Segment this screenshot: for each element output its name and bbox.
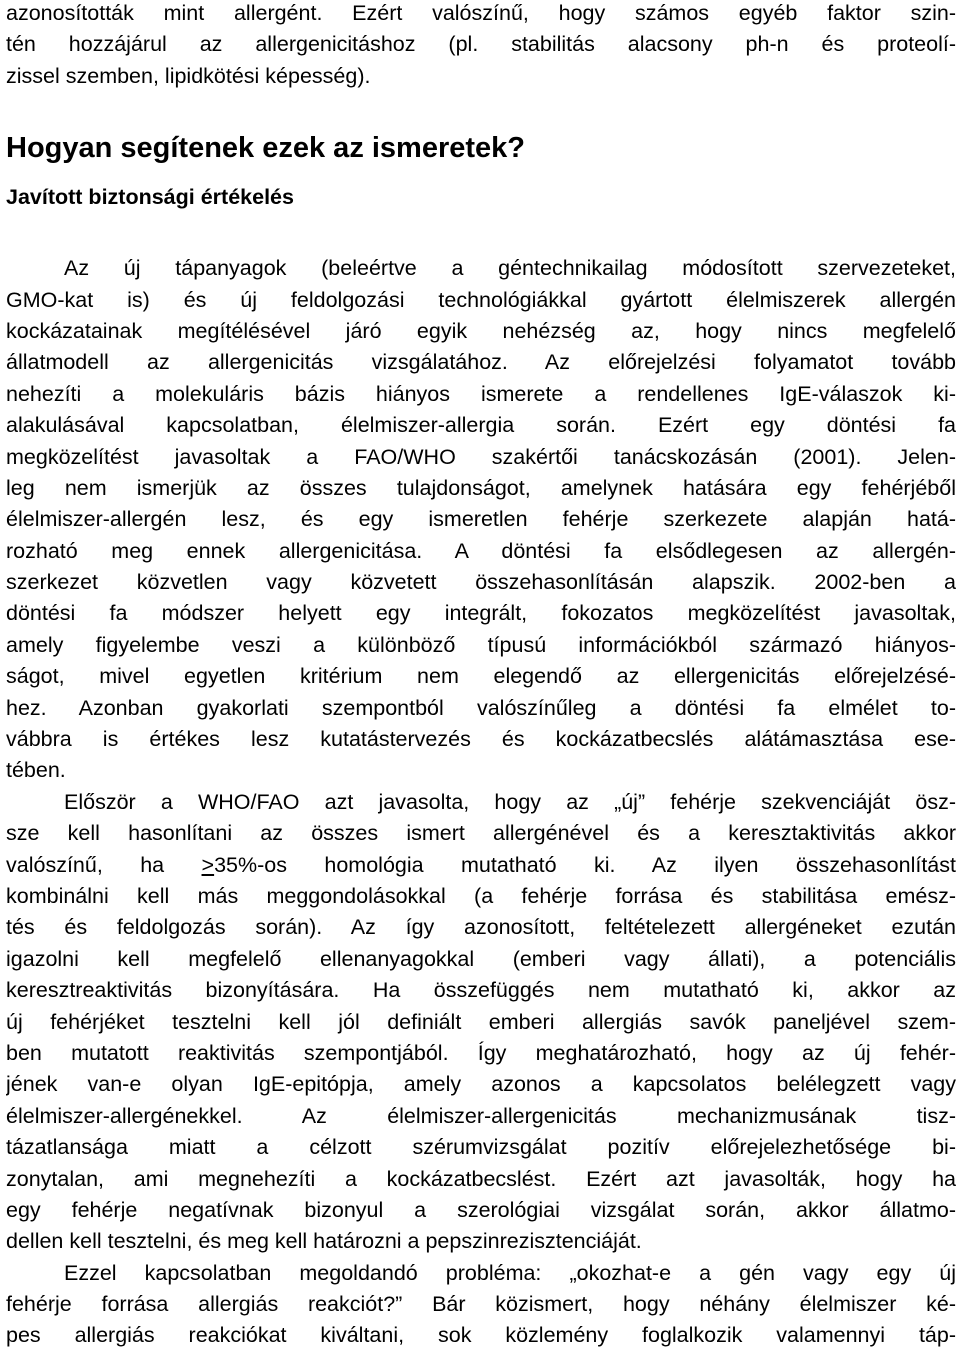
text-line: zonytalan, ami megnehezíti a kockázatbecslést. Ezért azt javasolták, hogy ha [6,1166,956,1191]
text-line: rozható meg ennek allergenicitása. A döntési fa elsődlegesen az allergén- [6,538,956,563]
text-line: sze kell hasonlítani az összes ismert allergénével és a keresztaktivitás akkor [6,821,956,846]
text-line: tén hozzájárul az allergenicitáshoz (pl. stabilitás alacsony ph-n és proteolí- [6,32,956,57]
paragraph-1 [6,253,956,787]
paragraph-2 [6,787,956,1258]
text-line: kombinálni kell más meggondolásokkal (a fehérje forrása és stabilitása emész- [6,883,956,908]
text-line: tés és feldolgozás során). Az így azonosított, feltételezett allergéneket ezután [6,915,956,940]
text-line: ságot, mivel egyetlen kritérium nem elegendő az ellergenicitás előrejelzésé- [6,664,956,689]
text-line: nehezíti a molekuláris bázis hiányos ismerete a rendellenes IgE-válaszok ki- [6,381,956,406]
text-line: jének van-e olyan IgE-epitópja, amely azonos a kapcsolatos belélegzett vagy [6,1072,956,1097]
text-line: állatmodell az allergenicitás vizsgálatához. Az előrejelzési folyamatot tovább [6,350,956,375]
text-line: kockázatainak megítélésével járó egyik nehézség az, hogy nincs megfelelő [6,318,956,343]
text-line: tében. [6,758,66,783]
section-heading: Hogyan segítenek ezek az ismeretek? [6,132,526,165]
text-line: tázatlansága miatt a célzott szérumvizsgálat pozitív előrejelezhetősége bi- [6,1135,956,1160]
text-line: amely figyelembe veszi a különböző típusú információkból származó hiányos- [6,632,956,657]
text-line: azonosították mint allergént. Ezért valószínű, hogy számos egyéb faktor szin- [6,1,956,25]
paragraph-3 [6,1258,956,1352]
text-line: pes allergiás reakciókat kiváltani, sok közlemény foglalkozik valamennyi táp- [6,1323,956,1348]
text-line: Először a WHO/FAO azt javasolta, hogy az „új” fehérje szekvenciáját ösz- [64,789,956,814]
text-line: zissel szemben, lipidkötési képesség). [6,63,371,88]
text-line: szerkezet közvetlen vagy közvetett összehasonlításán alapszik. 2002-ben a [6,570,956,595]
text-line: élelmiszer-allergénekkel. Az élelmiszer-allergenicitás mechanizmusának tisz- [6,1103,956,1128]
text-line: Ezzel kapcsolatban megoldandó probléma: „okozhat-e a gén vagy egy új [64,1260,956,1285]
section-subheading: Javított biztonsági értékelés [6,185,294,210]
text-line: GMO-kat is) és új feldolgozási technológiákkal gyártott élelmiszerek allergén [6,287,956,312]
document-page [6,0,956,1352]
text-fragment: valószínű, ha [6,852,202,877]
text-line: vábbra is értékes lesz kutatástervezés és kockázatbecslés alátámasztása ese- [6,727,956,752]
greater-or-equal-symbol: > [201,852,215,877]
intro-text [6,0,956,92]
text-line: keresztreaktivitás bizonyítására. Ha összefüggés nem mutatható ki, akkor az [6,978,956,1003]
text-line: dellen kell tesztelni, és meg kell határozni a pepszinrezisztenciáját. [6,1229,642,1254]
text-line: egy fehérje negatívnak bizonyul a szerológiai vizsgálat során, akkor állatmo- [6,1197,956,1222]
text-line: ben mutatott reaktivitás szempontjából. Így meghatározható, hogy az új fehér- [6,1040,956,1065]
text-line: fehérje forrása allergiás reakciót?” Bár közismert, hogy néhány élelmiszer ké- [6,1292,956,1317]
text-line: leg nem ismerjük az összes tulajdonságot, amelynek hatására egy fehérjéből [6,475,956,500]
text-fragment: 35%-os homológia mutatható ki. Az ilyen összehasonlítást [214,852,956,877]
text-line: Az új tápanyagok (beleértve a géntechnikailag módosított szervezeteket, [64,256,956,281]
text-line: új fehérjéket tesztelni kell jól definiált emberi allergiás savók paneljével szem- [6,1009,956,1034]
text-line: élelmiszer-allergén lesz, és egy ismeretlen fehérje szerkezete alapján hatá- [6,507,956,532]
text-line [6,850,956,881]
text-line: döntési fa módszer helyett egy integrált, fokozatos megközelítést javasoltak, [6,601,956,626]
text-line: hez. Azonban gyakorlati szempontból valószínűleg a döntési fa elmélet to- [6,695,956,720]
text-line: megközelítést javasoltak a FAO/WHO szakértői tanácskozásán (2001). Jelen- [6,444,956,469]
text-line: alakulásával kapcsolatban, élelmiszer-allergia során. Ezért egy döntési fa [6,413,956,438]
text-line: igazolni kell megfelelő ellenanyagokkal (emberi vagy állati), a potenciális [6,946,956,971]
